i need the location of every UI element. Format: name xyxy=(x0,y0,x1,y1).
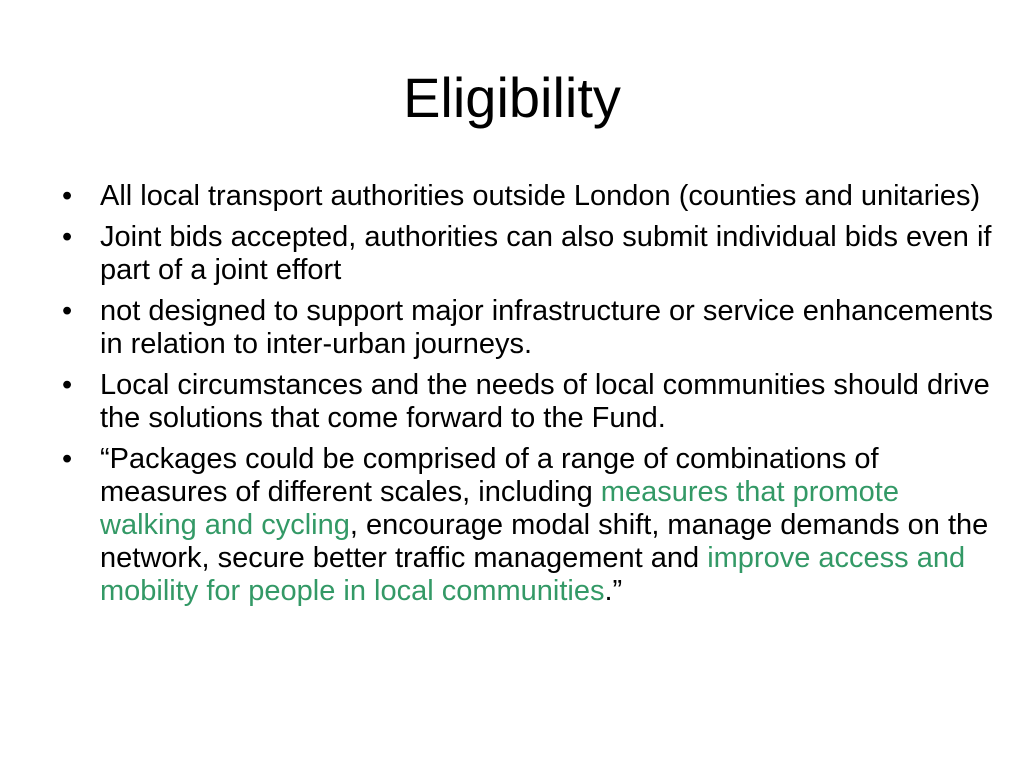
bullet-item-authorities xyxy=(62,180,1002,213)
bullet-text-part: , encourage modal shift, manage demands on the network, secure better traffic management and xyxy=(100,509,989,574)
slide-title: Eligibility xyxy=(403,66,621,129)
bullet-list xyxy=(62,180,1002,616)
bullet-text: Joint bids accepted, authorities can also submit individual bids even if part of a joint effort xyxy=(100,221,992,286)
bullet-item-not-designed xyxy=(62,295,1002,361)
bullet-item-packages-quote xyxy=(62,443,1002,608)
bullet-marker: • xyxy=(62,295,73,327)
bullet-text: not designed to support major infrastructure or service enhancements in relation to inter-urban journeys. xyxy=(100,295,994,360)
bullet-text: Local circumstances and the needs of local communities should drive the solutions that come forward to the Fund. xyxy=(100,369,990,434)
bullet-text-part: “Packages could be comprised of a range of combinations of measures of different scales, including xyxy=(100,443,879,508)
bullet-item-local-circumstances xyxy=(62,369,1002,435)
highlight-walking-cycling: measures that promote walking and cycling xyxy=(100,476,899,541)
bullet-marker: • xyxy=(62,443,73,475)
bullet-marker: • xyxy=(62,369,73,401)
bullet-marker: • xyxy=(62,221,73,253)
bullet-marker: • xyxy=(62,180,73,212)
bullet-item-joint-bids xyxy=(62,221,1002,287)
bullet-text: All local transport authorities outside London (counties and unitaries) xyxy=(100,180,981,212)
highlight-access-mobility: improve access and mobility for people in local communities xyxy=(100,542,966,607)
bullet-text-part: .” xyxy=(604,575,623,607)
